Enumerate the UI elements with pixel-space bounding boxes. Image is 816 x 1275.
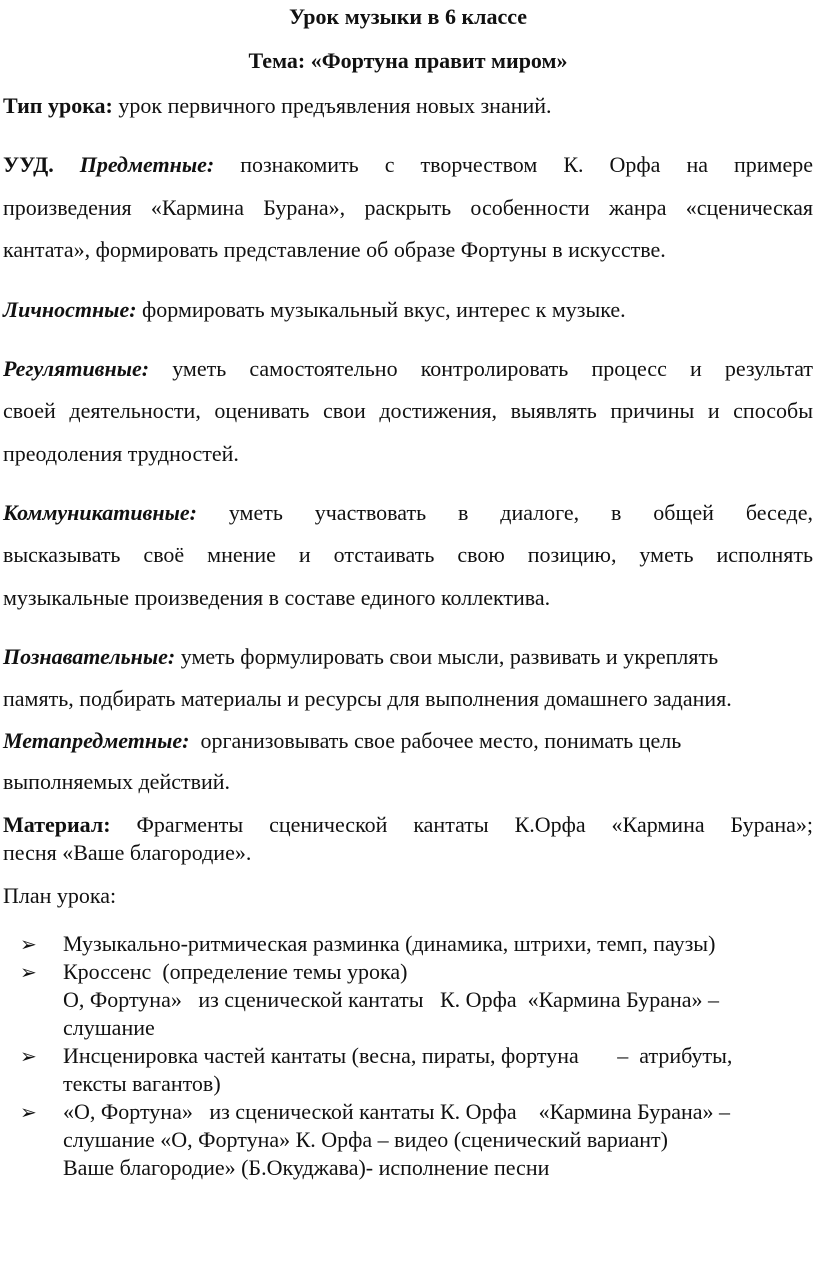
communicative-text-2: высказывать своё мнение и отстаивать свою позицию, уметь исполнять <box>3 542 813 567</box>
cognitive-text-2: память, подбирать материалы и ресурсы для выполнения домашнего задания. <box>3 686 732 711</box>
regulatory-text-2: своей деятельности, оценивать свои достижения, выявлять причины и способы <box>3 398 813 423</box>
arrow-bullet-icon: ➢ <box>20 932 37 956</box>
communicative-text-1: уметь участвовать в диалоге, в общей беседе, <box>228 500 813 525</box>
subject-text-2: произведения «Кармина Бурана», раскрыть особенности жанра «сценическая <box>3 195 813 220</box>
metasubject-text-1: организовывать свое рабочее место, понимать цель <box>189 728 682 753</box>
material-text-2: песня «Ваше благородие». <box>3 840 252 865</box>
plan-item-2-line-1: Кроссенс (определение темы урока) <box>63 959 408 984</box>
regulatory-text-3: преодоления трудностей. <box>3 441 239 466</box>
uud-label: УУД. <box>3 152 54 177</box>
regulatory-text-1: уметь самостоятельно контролировать процесс и результат <box>172 356 814 381</box>
arrow-bullet-icon: ➢ <box>20 960 37 984</box>
regulatory-label: Регулятивные: <box>3 356 150 381</box>
cognitive-label: Познавательные: <box>3 644 176 669</box>
cognitive-line-1 <box>3 643 813 671</box>
metasubject-label: Метапредметные: <box>3 728 190 753</box>
communicative-text-3: музыкальные произведения в составе единого коллектива. <box>3 585 551 610</box>
plan-item-4-line-3: Ваше благородие» (Б.Окуджава)- исполнение песни <box>63 1155 550 1180</box>
plan-item-4-line-2: слушание «О, Фортуна» К. Орфа – видео (сценический вариант) <box>63 1127 668 1152</box>
material-label: Материал: <box>3 812 111 837</box>
lesson-theme: Тема: «Фортуна правит миром» <box>248 48 568 73</box>
plan-item-3-line-1: Инсценировка частей кантаты (весна, пираты, фортуна – атрибуты, <box>63 1043 733 1068</box>
plan-item-2-line-3: слушание <box>63 1015 155 1040</box>
plan-item-3-line-2: тексты вагантов) <box>63 1071 221 1096</box>
cognitive-text-1: уметь формулировать свои мысли, развивать и укреплять <box>175 644 719 669</box>
subject-text-3: кантата», формировать представление об образе Фортуны в искусстве. <box>3 237 666 262</box>
document-title: Урок музыки в 6 классе <box>288 4 528 29</box>
communicative-line-1 <box>3 499 813 527</box>
arrow-bullet-icon: ➢ <box>20 1044 37 1068</box>
communicative-label: Коммуникативные: <box>3 500 197 525</box>
material-line-1 <box>3 811 813 839</box>
lesson-type <box>3 92 813 120</box>
lesson-type-label: Тип урока: <box>3 93 113 118</box>
subject-text-1: познакомить с творчеством К. Орфа на примере <box>240 152 813 177</box>
personal-results <box>3 296 813 324</box>
material-text-1: Фрагменты сценической кантаты К.Орфа «Кармина Бурана»; <box>136 812 813 837</box>
plan-item-4-line-1: «О, Фортуна» из сценической кантаты К. Орфа «Кармина Бурана» – <box>63 1099 731 1124</box>
lesson-type-text: урок первичного предъявления новых знаний. <box>112 93 552 118</box>
personal-label: Личностные: <box>3 297 137 322</box>
uud-line-1 <box>3 151 813 179</box>
metasubject-line-1 <box>3 727 813 755</box>
plan-item-2-line-2: О, Фортуна» из сценической кантаты К. Орфа «Кармина Бурана» – <box>63 987 720 1012</box>
personal-text: формировать музыкальный вкус, интерес к музыке. <box>136 297 626 322</box>
arrow-bullet-icon: ➢ <box>20 1100 37 1124</box>
plan-item-1-line-1: Музыкально-ритмическая разминка (динамика, штрихи, темп, паузы) <box>63 931 716 956</box>
subject-label: Предметные: <box>79 152 215 177</box>
metasubject-text-2: выполняемых действий. <box>3 769 231 794</box>
plan-title: План урока: <box>3 883 117 908</box>
regulatory-line-1 <box>3 355 813 383</box>
